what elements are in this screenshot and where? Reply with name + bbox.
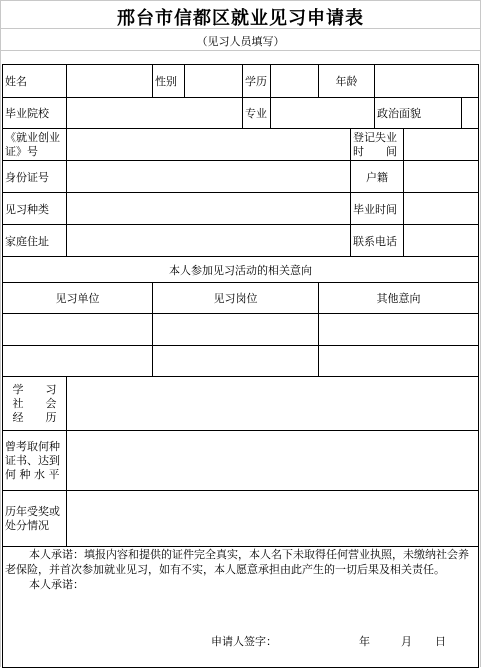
gender-field[interactable] <box>185 65 243 98</box>
commitment-label: 本人承诺： <box>29 578 84 591</box>
row-intent-columns <box>3 283 479 314</box>
hukou-label: 户籍 <box>351 161 404 193</box>
row-type <box>3 193 479 225</box>
gender-label: 性别 <box>153 65 185 98</box>
name-label: 姓名 <box>3 65 67 98</box>
grad-time-label: 毕业时间 <box>351 193 404 225</box>
grid-top-line <box>0 0 481 1</box>
phone-label: 联系电话 <box>351 225 404 257</box>
row-id <box>3 161 479 193</box>
date-month-label: 月 <box>401 635 412 648</box>
row-certificates <box>3 431 479 491</box>
row-cert <box>3 129 479 161</box>
declaration-cell <box>3 547 479 668</box>
school-label: 毕业院校 <box>3 98 67 129</box>
signature-label: 申请人签字： <box>211 635 277 648</box>
intent-unit-field-2[interactable] <box>3 346 153 377</box>
internship-type-label: 见习种类 <box>3 193 67 225</box>
political-status-label: 政治面貌 <box>375 98 462 129</box>
grad-time-field[interactable] <box>404 193 479 225</box>
intent-unit-header: 见习单位 <box>3 283 153 314</box>
school-field[interactable] <box>67 98 243 129</box>
age-label: 年龄 <box>319 65 375 98</box>
address-label: 家庭住址 <box>3 225 67 257</box>
grid-left-line <box>0 0 1 667</box>
row-basic-info <box>3 65 479 98</box>
row-address <box>3 225 479 257</box>
signature-field[interactable] <box>279 633 349 646</box>
employment-cert-label: 《就业创业 证》号 <box>3 129 67 161</box>
date-year-label: 年 <box>359 635 370 648</box>
phone-field[interactable] <box>404 225 479 257</box>
date-day-label: 日 <box>435 635 446 648</box>
intent-header: 本人参加见习活动的相关意向 <box>3 257 479 283</box>
education-label: 学历 <box>243 65 271 98</box>
grid-line-2 <box>0 50 481 51</box>
major-label: 专业 <box>243 98 271 129</box>
intent-other-field-2[interactable] <box>319 346 479 377</box>
intent-other-header: 其他意向 <box>319 283 479 314</box>
experience-label: 学 习 社 会 经 历 <box>3 377 67 431</box>
certificates-field[interactable] <box>67 431 479 491</box>
form-subtitle: （见习人员填写） <box>196 35 285 48</box>
awards-field[interactable] <box>67 491 479 547</box>
intent-other-field-1[interactable] <box>319 314 479 346</box>
form-title: 邢台市信都区就业见习申请表 <box>117 8 364 29</box>
intent-row-2 <box>3 346 479 377</box>
age-field[interactable] <box>375 65 479 98</box>
intent-unit-field-1[interactable] <box>3 314 153 346</box>
intent-row-1 <box>3 314 479 346</box>
certificates-label: 曾考取何种证书、达到何 种 水 平 <box>3 431 67 491</box>
application-form-table <box>2 64 479 668</box>
intent-position-header: 见习岗位 <box>153 283 319 314</box>
unemployment-reg-label: 登记失业 时 间 <box>351 129 404 161</box>
unemployment-reg-field[interactable] <box>404 129 479 161</box>
experience-field[interactable] <box>67 377 479 431</box>
hukou-field[interactable] <box>404 161 479 193</box>
row-school <box>3 98 479 129</box>
address-field[interactable] <box>67 225 351 257</box>
intent-position-field-2[interactable] <box>153 346 319 377</box>
row-declaration <box>3 547 479 668</box>
name-field[interactable] <box>67 65 153 98</box>
political-status-field[interactable] <box>462 98 479 129</box>
id-number-label: 身份证号 <box>3 161 67 193</box>
declaration-text: 本人承诺：填报内容和提供的证件完全真实，本人名下未取得任何营业执照，未缴纳社会养老保险，并首次参加就业见习，如有不实，本人愿意承担由此产生的一切后果及相关责任。 <box>5 548 469 576</box>
major-field[interactable] <box>271 98 375 129</box>
intent-position-field-1[interactable] <box>153 314 319 346</box>
internship-type-field[interactable] <box>67 193 351 225</box>
row-awards <box>3 491 479 547</box>
row-experience <box>3 377 479 431</box>
awards-label: 历年受奖或处分情况 <box>3 491 67 547</box>
employment-cert-field[interactable] <box>67 129 351 161</box>
education-field[interactable] <box>271 65 319 98</box>
row-intent-header <box>3 257 479 283</box>
id-number-field[interactable] <box>67 161 351 193</box>
